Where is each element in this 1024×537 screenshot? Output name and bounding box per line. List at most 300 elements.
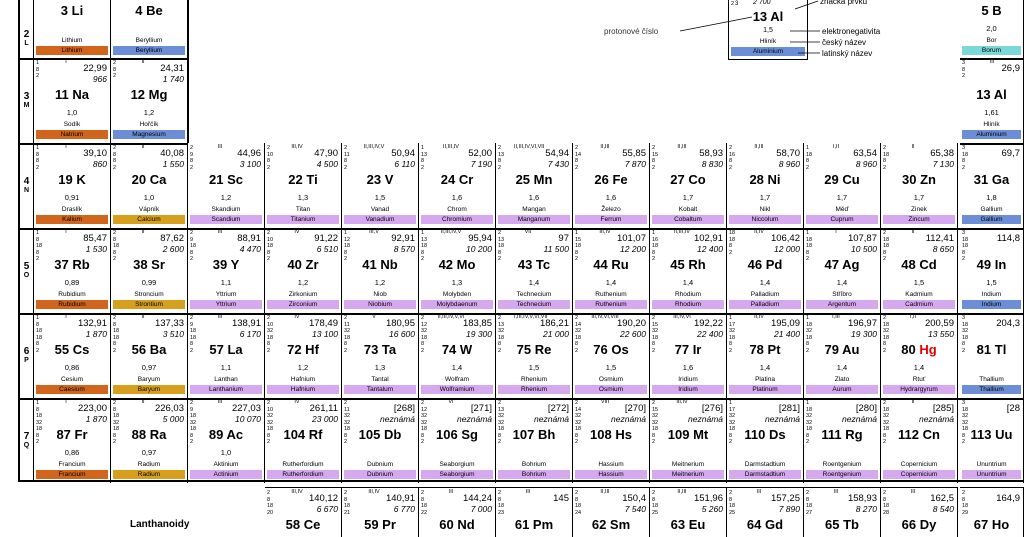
element-symbol — [111, 428, 187, 442]
latin-name: Kalium — [36, 215, 108, 224]
symbol-text: K — [72, 172, 86, 187]
atomic-number: 107 — [512, 427, 535, 442]
electron-shell: 2 — [962, 73, 966, 79]
atomic-mass: 58,93 — [699, 148, 723, 159]
electron-shell: 32 — [267, 413, 274, 419]
element-symbol — [34, 173, 110, 187]
symbol-text: Cs — [69, 342, 90, 357]
electron-shell: 2 — [729, 490, 733, 496]
atomic-number: 79 — [824, 342, 839, 357]
element-cell-ga — [960, 143, 1024, 228]
czech-name: Radium — [137, 461, 161, 468]
electron-shell: 2 — [729, 164, 733, 171]
electron-shell: 1 — [36, 400, 40, 406]
czech-name: Mangan — [522, 206, 546, 213]
electronegativity: 1,4 — [836, 363, 848, 372]
oxidation-states: III,IV — [291, 489, 303, 495]
latin-name: Lithium — [36, 46, 108, 55]
czech-name: Dubnium — [366, 461, 393, 468]
element-symbol — [111, 88, 187, 102]
atomic-number: 22 — [288, 172, 303, 187]
electron-shell: 2 — [36, 347, 40, 354]
period-number: 4 — [23, 175, 30, 187]
czech-name: Rtuť — [912, 376, 926, 383]
atomic-mass: 223,00 — [77, 403, 107, 414]
oxidation-states: II,IV — [754, 229, 764, 235]
symbol-text: B — [988, 3, 1002, 18]
element-cell-os — [573, 313, 650, 398]
atomic-number: 20 — [131, 172, 147, 187]
electron-shell: 18 — [806, 243, 813, 249]
symbol-text: Pm — [529, 517, 554, 532]
density: 8 270 — [855, 504, 877, 514]
electron-shell: 8 — [652, 249, 656, 256]
atomic-number: 27 — [670, 172, 685, 187]
element-cell-mt — [650, 398, 727, 483]
atomic-number: 81 — [976, 342, 992, 357]
electron-shell: 18 — [575, 243, 582, 249]
electron-shell: 1 — [806, 400, 810, 406]
electron-shell: 32 — [729, 328, 736, 334]
period-7 — [20, 431, 33, 449]
latin-name: Thallium — [962, 385, 1021, 394]
oxidation-states: III — [448, 489, 454, 495]
element-symbol — [188, 173, 264, 187]
electron-shell: 8 — [729, 432, 733, 439]
electron-shell: 18 — [575, 503, 582, 509]
atomic-mass: 162,5 — [930, 493, 954, 504]
electron-shell: 2 — [806, 439, 810, 445]
element-symbol — [342, 343, 418, 357]
electron-shell: 2 — [190, 164, 194, 171]
oxidation-states: IV — [294, 399, 300, 405]
element-cell-mo — [419, 228, 496, 313]
symbol-text: Sm — [606, 517, 631, 532]
atomic-number: 28 — [749, 172, 764, 187]
electron-shell: 8 — [113, 406, 117, 413]
atomic-mass: 145 — [553, 493, 569, 504]
atomic-mass: 164,9 — [996, 493, 1020, 504]
symbol-text: Mo — [453, 257, 476, 272]
period-shell: L — [24, 39, 29, 47]
electron-shell: 32 — [883, 419, 890, 426]
density: 1 870 — [85, 329, 107, 339]
latin-name: Ruthenium — [575, 300, 647, 309]
electronegativity: 1,4 — [759, 278, 771, 287]
row-divider — [18, 143, 188, 145]
electronegativity: 1,5 — [528, 363, 540, 372]
electron-shell: 18 — [652, 334, 659, 341]
oxidation-states: IV — [294, 229, 300, 235]
density: 23 000 — [312, 414, 338, 424]
element-cell-rf — [265, 398, 342, 483]
electron-shell: 2 — [575, 164, 579, 171]
density: 7 540 — [624, 504, 646, 514]
electron-shell: 18 — [113, 413, 120, 419]
density: 13 100 — [312, 329, 338, 339]
electron-shell: 27 — [806, 509, 813, 516]
electron-shell: 8 — [190, 249, 194, 256]
electron-shell: 14 — [575, 321, 582, 328]
density: 11 500 — [543, 244, 569, 254]
element-cell-hg — [881, 313, 958, 398]
oxidation-states: II,III — [754, 144, 764, 150]
czech-name: Iridium — [678, 376, 698, 383]
density: 19 300 — [466, 329, 492, 339]
electron-shell: 14 — [575, 406, 582, 413]
electron-shell: 18 — [962, 236, 969, 243]
electron-shell: 3 — [962, 400, 966, 406]
latin-name: Molybdaenum — [421, 300, 493, 309]
electron-shell: 18 — [190, 328, 197, 334]
electron-shell: 18 — [806, 503, 813, 509]
element-symbol — [573, 343, 649, 357]
atomic-mass: 58,70 — [776, 148, 800, 159]
element-symbol — [881, 258, 957, 272]
element-cell-ti — [265, 143, 342, 228]
electron-shell: 2 — [962, 439, 966, 445]
element-symbol — [804, 428, 880, 442]
electronegativity: 1,6 — [682, 363, 694, 372]
atomic-mass: [28 — [1006, 403, 1020, 414]
latin-name: Indium — [962, 300, 1021, 309]
element-cell-mg — [111, 58, 188, 143]
czech-name: Stříbro — [832, 291, 852, 298]
electronegativity: 1,8 — [986, 193, 997, 202]
atomic-number: 26 — [594, 172, 609, 187]
electron-shell: 2 — [190, 439, 194, 445]
electron-shell: 25 — [652, 509, 659, 516]
electron-shell: 2 — [883, 256, 887, 262]
electron-shell: 18 — [883, 151, 890, 158]
electron-shell: 8 — [652, 496, 656, 503]
electron-shell: 8 — [267, 158, 271, 164]
row-divider — [18, 228, 1024, 230]
electron-shell: 18 — [652, 426, 659, 432]
symbol-text: Ti — [302, 172, 318, 187]
density: 12 400 — [697, 244, 723, 254]
atomic-mass: 102,91 — [693, 233, 723, 244]
electron-shell: 2 — [267, 347, 271, 354]
atomic-mass: [272] — [547, 403, 569, 414]
symbol-text: Hg — [915, 342, 937, 357]
density: 10 070 — [235, 414, 261, 424]
legend-pointer-lines — [0, 0, 1024, 70]
electron-shell: 11 — [344, 321, 350, 328]
density: 10 500 — [851, 244, 877, 254]
electronegativity: 1,2 — [374, 278, 386, 287]
electron-shell: 18 — [267, 503, 274, 509]
electron-shell: 8 — [806, 249, 810, 256]
element-symbol — [573, 258, 649, 272]
element-cell-ba — [111, 313, 188, 398]
element-symbol — [650, 428, 726, 442]
atomic-mass: 26,9 — [1001, 63, 1020, 74]
electron-shell: 1 — [36, 60, 40, 66]
czech-name: Zinek — [911, 206, 927, 213]
element-cell-au — [804, 313, 881, 398]
element-cell-ta — [342, 313, 419, 398]
legend-symbol-label: značka prvku — [820, 0, 868, 6]
row-divider — [18, 313, 1024, 315]
atomic-number: 56 — [131, 342, 147, 357]
period-number: 7 — [23, 430, 30, 442]
latin-name: Rutherfordium — [267, 470, 339, 479]
atomic-mass: 157,25 — [770, 493, 800, 504]
czech-name: Baryum — [137, 376, 161, 383]
atomic-mass: [285] — [932, 403, 954, 414]
element-cell-zn — [881, 143, 958, 228]
electron-shell: 23 — [498, 509, 505, 516]
electron-shell: 2 — [36, 164, 40, 171]
electron-shell: 13 — [498, 406, 505, 413]
electron-shell: 2 — [498, 164, 502, 171]
oxidation-states: III — [525, 489, 531, 495]
atomic-mass: 180,95 — [385, 318, 415, 329]
electron-shell: 18 — [883, 321, 890, 328]
electron-shell: 18 — [962, 243, 969, 249]
electron-shell: 2 — [575, 315, 579, 321]
symbol-text: Ir — [689, 342, 702, 357]
electron-shell: 8 — [113, 158, 117, 164]
electron-shell: 2 — [113, 256, 117, 262]
electron-shell: 13 — [421, 151, 428, 158]
electron-shell: 18 — [36, 334, 43, 341]
czech-name: Hafnium — [290, 376, 316, 383]
electron-shell: 2 — [344, 490, 348, 496]
atomic-mass: [281] — [778, 403, 800, 414]
electron-shell: 14 — [575, 151, 582, 158]
czech-name: Palladium — [750, 291, 780, 298]
czech-name: Měď — [835, 206, 849, 213]
electron-shell: 13 — [498, 321, 505, 328]
electron-shell: 2 — [575, 439, 579, 445]
electron-shell: 8 — [652, 432, 656, 439]
atomic-number: 63 — [670, 517, 686, 532]
electron-shell: 15 — [652, 406, 659, 413]
electronegativity: 1,4 — [759, 363, 771, 372]
electronegativity: 1,2 — [297, 363, 309, 372]
element-cell-rh — [650, 228, 727, 313]
symbol-text: Ba — [146, 342, 167, 357]
atomic-mass: 88,91 — [237, 233, 261, 244]
latin-name: Francium — [36, 470, 108, 479]
electron-shell: 8 — [883, 341, 887, 347]
atomic-mass: 92,91 — [391, 233, 415, 244]
period-6 — [20, 346, 33, 364]
czech-name: Roentgenium — [822, 461, 862, 468]
atomic-number: 74 — [441, 342, 457, 357]
electron-shell: 12 — [421, 406, 428, 413]
symbol-text: Cr — [455, 172, 474, 187]
electron-shell: 2 — [652, 256, 656, 262]
electron-shell: 3 — [962, 315, 966, 321]
element-symbol — [34, 258, 110, 272]
electron-shell: 12 — [421, 321, 428, 328]
element-cell-pd — [727, 228, 804, 313]
atomic-number: 46 — [747, 257, 763, 272]
element-cell-re — [496, 313, 573, 398]
element-cell-tc — [496, 228, 573, 313]
oxidation-states: II — [141, 144, 145, 150]
electron-shell: 2 — [421, 490, 425, 496]
latin-name: Lanthanium — [190, 385, 262, 394]
latin-name: Actinium — [190, 470, 262, 479]
electron-shell: 18 — [806, 406, 813, 413]
electron-shell: 2 — [883, 164, 887, 171]
electron-shell: 2 — [729, 145, 733, 151]
electronegativity: 0,99 — [141, 278, 157, 287]
electron-shell: 8 — [729, 341, 733, 347]
electron-shell: 2 — [575, 145, 579, 151]
electron-shell: 18 — [962, 151, 969, 158]
atomic-mass: 151,96 — [693, 493, 723, 504]
atomic-mass: 195,09 — [770, 318, 800, 329]
electron-shell: 2 — [652, 145, 656, 151]
electronegativity: 1,3 — [297, 193, 309, 202]
atomic-number: 61 — [514, 517, 530, 532]
period-shell: P — [24, 356, 29, 364]
element-symbol — [342, 258, 418, 272]
symbol-text: Tb — [839, 517, 859, 532]
electron-shell: 18 — [652, 503, 659, 509]
legend-proton-label: protonové číslo — [604, 27, 659, 36]
electron-shell: 2 — [498, 400, 502, 406]
electron-shell: 2 — [498, 315, 502, 321]
electron-shell: 8 — [36, 66, 40, 73]
atomic-mass: 192,22 — [693, 318, 723, 329]
symbol-text: Al — [990, 87, 1007, 102]
electron-shell: 18 — [498, 503, 505, 509]
density: 8 540 — [932, 504, 954, 514]
electronegativity: 1,6 — [451, 193, 463, 202]
latin-name: Roentgenium — [806, 470, 878, 479]
atomic-mass: 44,96 — [237, 148, 261, 159]
oxidation-states: II,III,IV — [674, 229, 690, 235]
atomic-number: 109 — [667, 427, 690, 442]
density: 5 260 — [701, 504, 723, 514]
electron-shell: 28 — [883, 509, 890, 516]
czech-name: Ruthenium — [595, 291, 627, 298]
oxidation-states: III,V — [369, 229, 379, 235]
element-cell-ag — [804, 228, 881, 313]
electron-shell: 8 — [729, 158, 733, 164]
atomic-mass: 85,47 — [83, 233, 107, 244]
element-symbol — [727, 258, 803, 272]
atomic-mass: 63,54 — [853, 148, 877, 159]
density: 4 500 — [316, 159, 338, 169]
symbol-text: Fr — [70, 427, 88, 442]
atomic-number: 106 — [436, 427, 458, 442]
electron-shell: 18 — [729, 426, 736, 432]
density: 6 670 — [316, 504, 338, 514]
electron-shell: 18 — [344, 243, 351, 249]
element-symbol — [419, 428, 495, 442]
electron-shell: 2 — [806, 164, 810, 171]
period-shell: O — [23, 271, 30, 279]
electron-shell: 2 — [190, 230, 194, 236]
element-cell-cu — [804, 143, 881, 228]
density: 966 — [92, 74, 107, 84]
density: neznámá — [534, 414, 569, 424]
czech-name: Yttrium — [215, 291, 237, 298]
atomic-number: 19 — [58, 172, 73, 187]
electron-shell: 10 — [267, 406, 274, 413]
electron-shell: 32 — [962, 413, 969, 419]
electron-shell: 32 — [806, 419, 813, 426]
latin-name: Manganum — [498, 215, 570, 224]
electron-shell: 18 — [883, 406, 890, 413]
element-cell-ac — [188, 398, 265, 483]
electron-shell: 22 — [421, 509, 428, 516]
element-symbol — [419, 343, 495, 357]
element-symbol — [188, 428, 264, 442]
density: 8 960 — [855, 159, 877, 169]
electron-shell: 2 — [962, 164, 966, 171]
electron-shell: 32 — [421, 413, 428, 419]
electron-shell: 18 — [421, 426, 428, 432]
atomic-number: 23 — [366, 172, 382, 187]
latin-name: Cuprum — [806, 215, 878, 224]
atomic-mass: 39,10 — [83, 148, 107, 159]
electron-shell: 8 — [729, 496, 733, 503]
electron-shell: 2 — [652, 439, 656, 445]
latin-name: Osmium — [575, 385, 647, 394]
symbol-text: Ru — [607, 257, 629, 272]
atomic-mass: [276] — [701, 403, 723, 414]
atomic-number: 30 — [902, 172, 917, 187]
electron-shell: 2 — [421, 400, 425, 406]
symbol-text: Ce — [300, 517, 321, 532]
electron-shell: 2 — [267, 439, 271, 445]
atomic-mass: 204,3 — [996, 318, 1020, 329]
legend-density: 2 700 — [753, 0, 771, 6]
symbol-text: Hf — [301, 342, 319, 357]
electron-shell: 18 — [962, 321, 969, 328]
atomic-mass: 55,85 — [622, 148, 646, 159]
electron-shell: 1 — [36, 145, 40, 151]
electron-shell: 8 — [190, 432, 194, 439]
electron-shell: 2 — [113, 145, 117, 151]
electron-shell: 2 — [498, 490, 502, 496]
electron-shell: 2 — [344, 347, 348, 354]
czech-name: Chrom — [447, 206, 467, 213]
oxidation-states: II — [911, 399, 915, 405]
electronegativity: 0,86 — [64, 448, 80, 457]
electron-shell: 8 — [962, 432, 966, 439]
element-cell-mn — [496, 143, 573, 228]
electron-shell: 18 — [267, 334, 274, 341]
electron-shell: 2 — [190, 400, 194, 406]
element-cell-nb — [342, 228, 419, 313]
electron-shell: 3 — [962, 145, 966, 151]
atomic-number: 67 — [973, 517, 989, 532]
element-symbol — [111, 343, 187, 357]
element-symbol — [265, 343, 341, 357]
electron-shell: 8 — [36, 406, 40, 413]
czech-name: Aktinium — [213, 461, 239, 468]
symbol-text: Os — [607, 342, 629, 357]
symbol-text: Rg — [841, 427, 863, 442]
atomic-mass: [280] — [855, 403, 877, 414]
electron-shell: 1 — [652, 230, 656, 236]
element-symbol — [804, 343, 880, 357]
electron-shell: 1 — [36, 315, 40, 321]
electron-shell: 3 — [962, 60, 966, 66]
electron-shell: 2 — [113, 347, 117, 354]
latin-name: Natrium — [36, 130, 108, 139]
atomic-mass: 97 — [558, 233, 569, 244]
